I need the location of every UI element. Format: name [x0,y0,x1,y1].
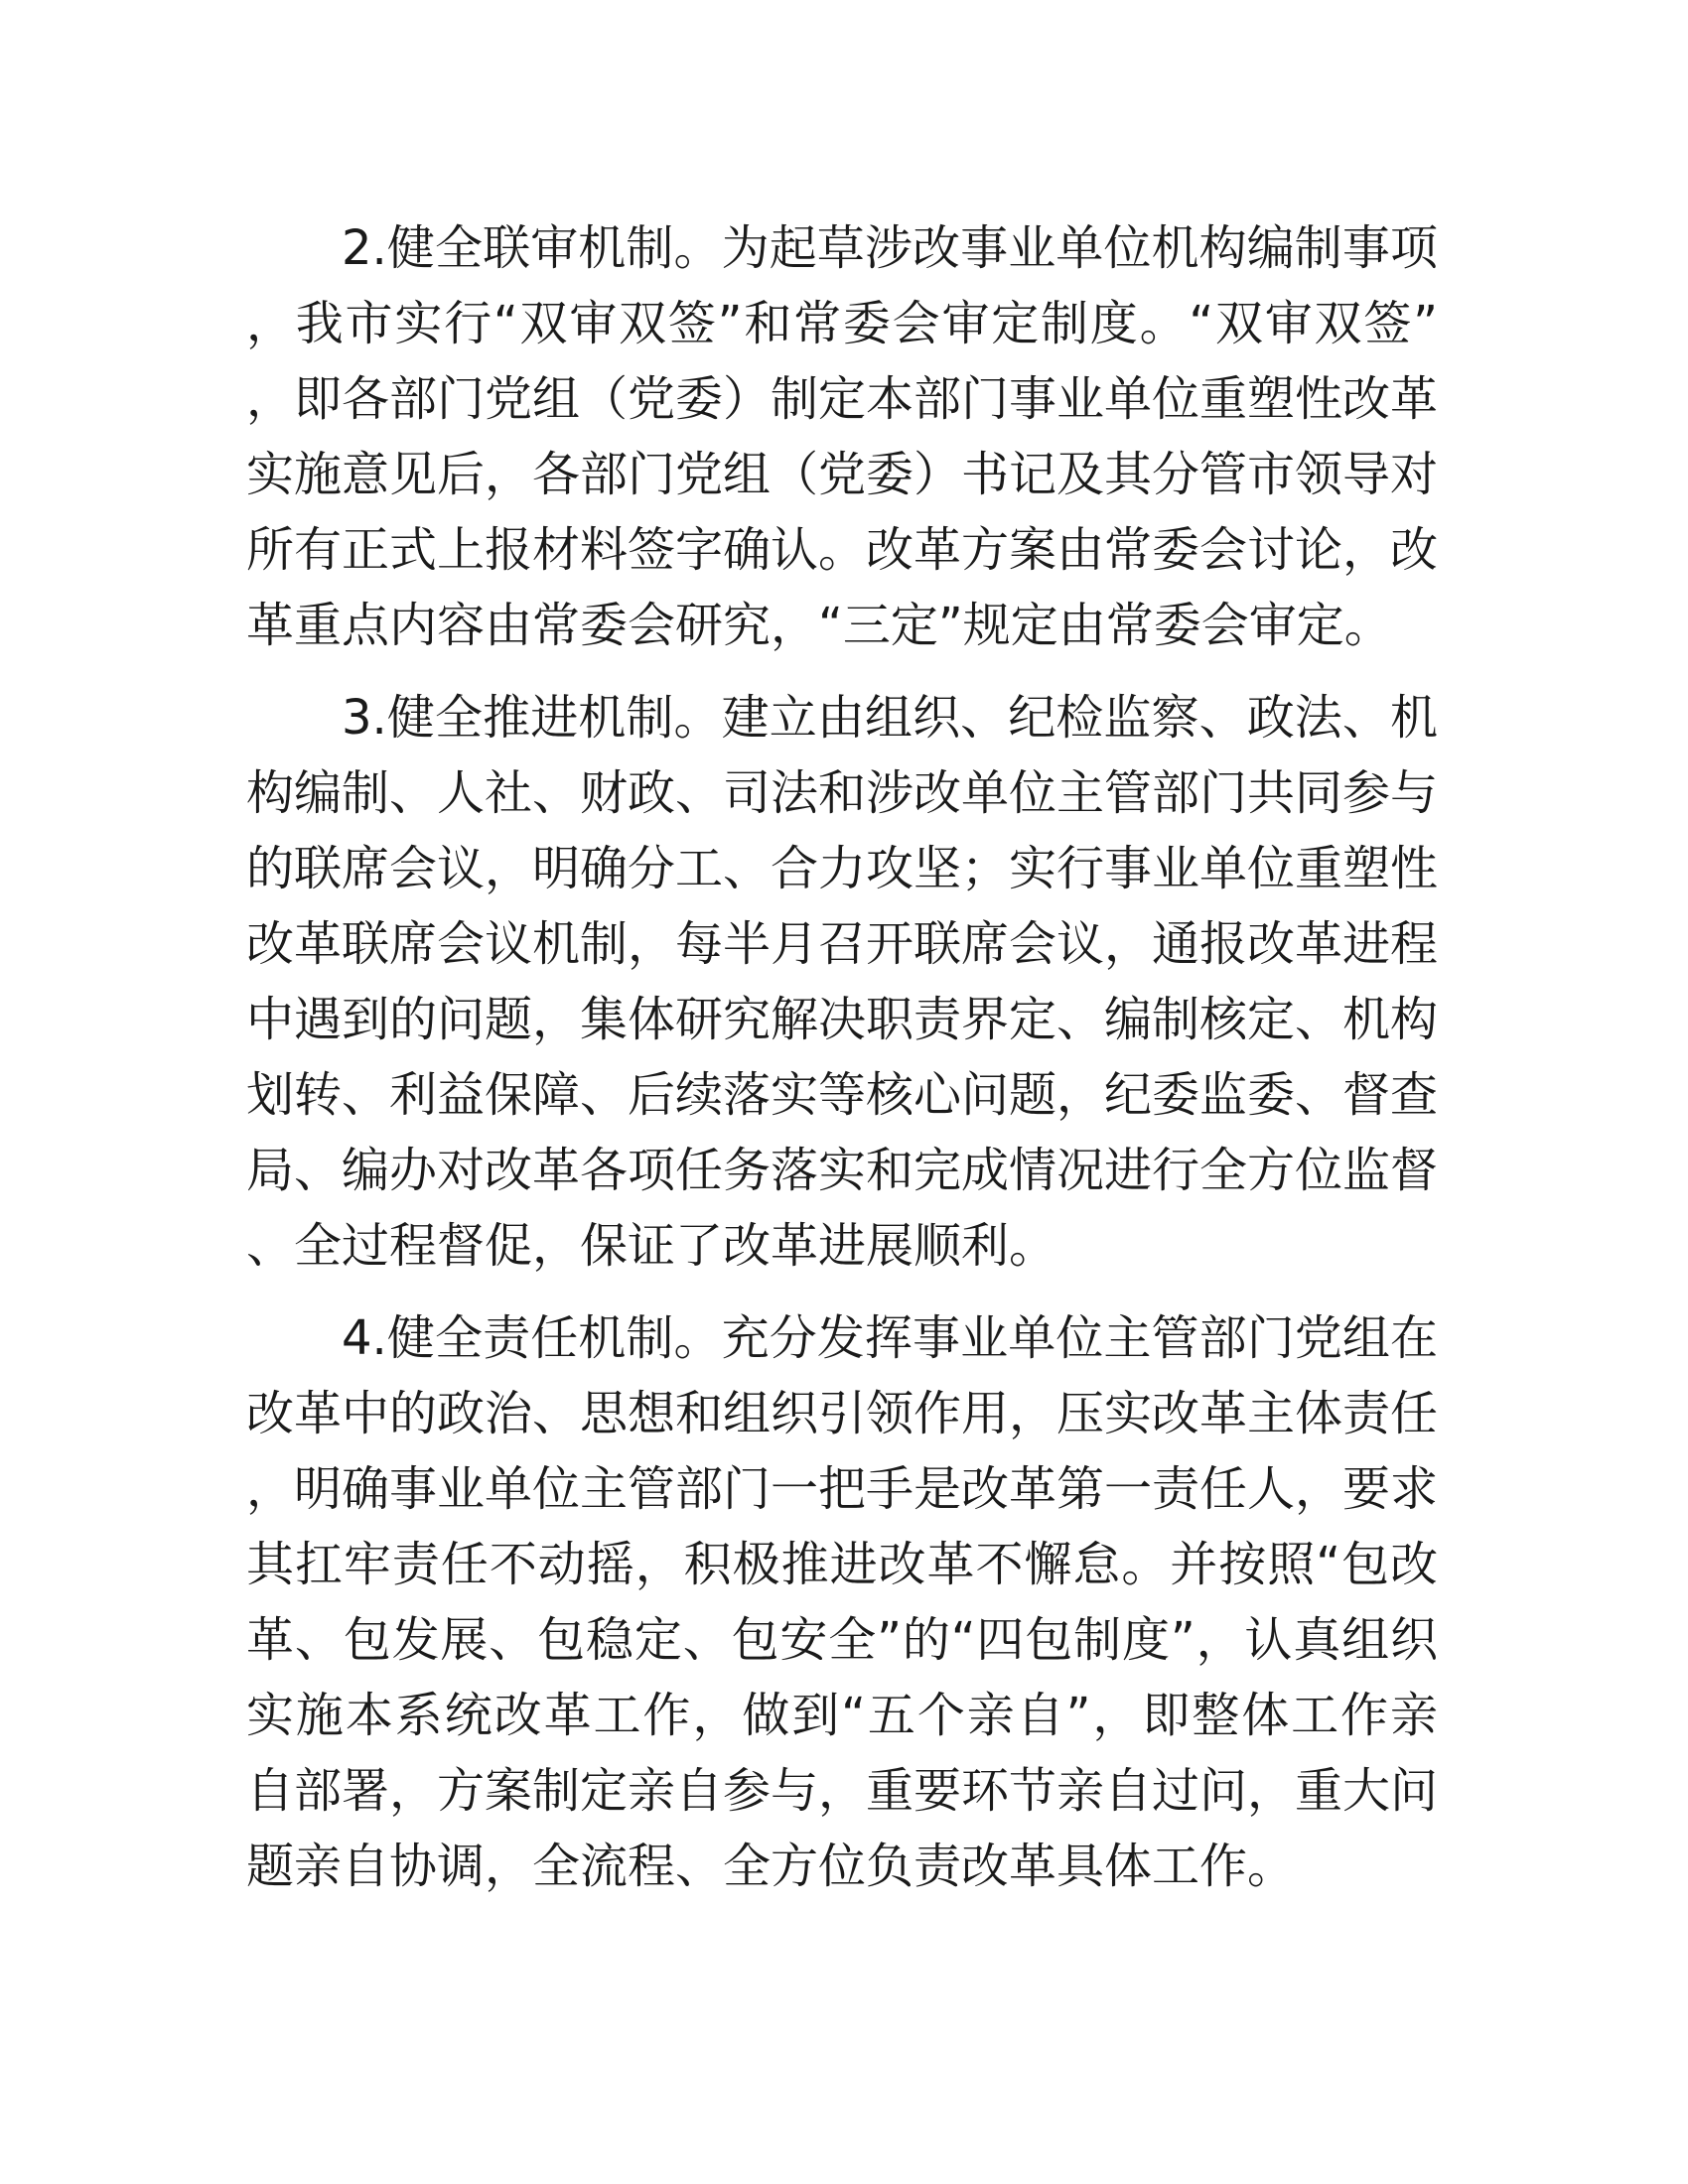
document-body [246,210,1438,1921]
paragraph-responsibility-mechanism: 4.健全责任机制。充分发挥事业单位主管部门党组在改革中的政治、思想和组织引领作用，压实改革主体责任，明确事业单位主管部门一把手是改革第一责任人，要求其扛牢责任不动摇，积极推进改革不懈怠。并按照“包改革、包发展、包稳定、包安全”的“四包制度”，认真组织实施本系统改革工作，做到“五个亲自”，即整体工作亲自部署，方案制定亲自参与，重要环节亲自过问，重大问题亲自协调，全流程、全方位负责改革具体工作。 [246,1310,1439,1894]
paragraph-promotion-mechanism: 3.健全推进机制。建立由组织、纪检监察、政法、机构编制、人社、财政、司法和涉改单位主管部门共同参与的联席会议，明确分工、合力攻坚；实行事业单位重塑性改革联席会议机制，每半月召开联席会议，通报改革进程中遇到的问题，集体研究解决职责界定、编制核定、机构划转、利益保障、后续落实等核心问题，纪委监委、督查局、编办对改革各项任务落实和完成情况进行全方位监督、全过程督促，保证了改革进展顺利。 [246,690,1439,1274]
paragraph-joint-review-mechanism: 2.健全联审机制。为起草涉改事业单位机构编制事项，我市实行“双审双签”和常委会审定制度。“双审双签”，即各部门党组（党委）制定本部门事业单位重塑性改革实施意见后，各部门党组（党委）书记及其分管市领导对所有正式上报材料签字确认。改革方案由常委会讨论，改革重点内容由常委会研究，“三定”规定由常委会审定。 [246,220,1439,653]
